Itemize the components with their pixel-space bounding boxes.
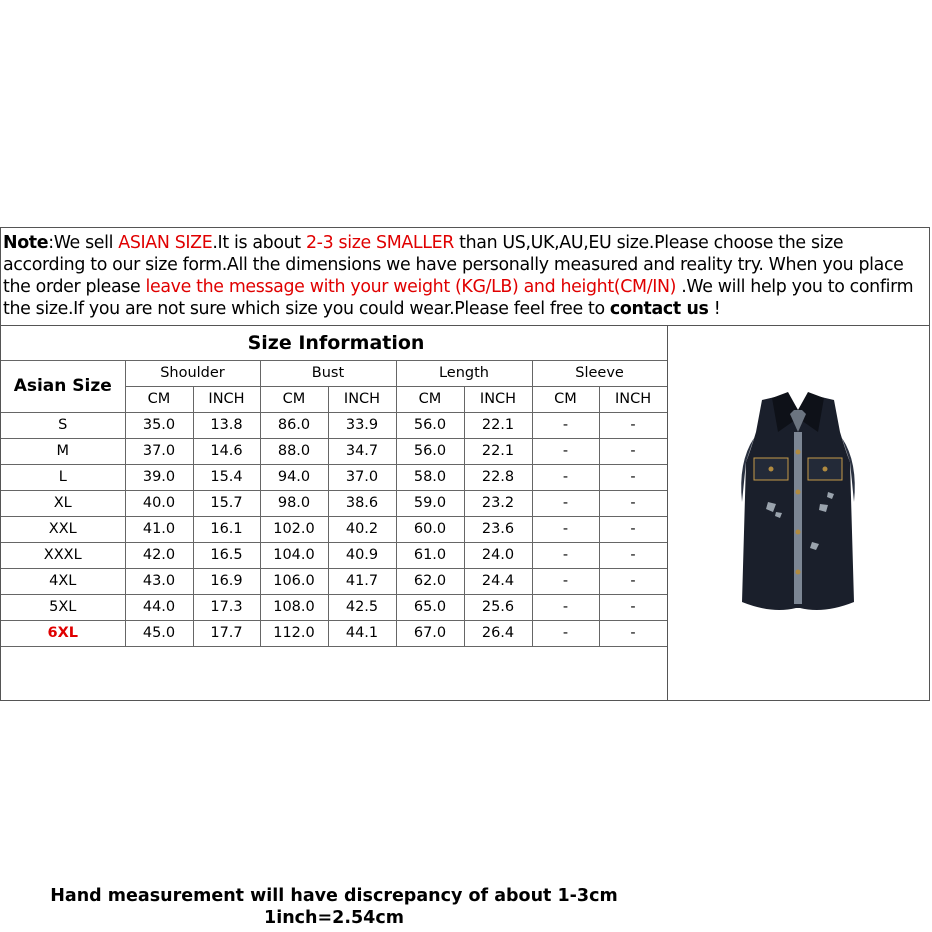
measurement-cell: 16.5 <box>193 542 260 568</box>
measurement-cell: 41.7 <box>328 568 396 594</box>
size-table <box>1 326 668 647</box>
denim-vest-image <box>728 392 868 614</box>
measurement-cell: 38.6 <box>328 490 396 516</box>
measurement-cell: 98.0 <box>260 490 328 516</box>
measurement-cell: 62.0 <box>396 568 464 594</box>
measurement-cell: 13.8 <box>193 412 260 438</box>
length-header: Length <box>396 360 532 386</box>
sleeve-header: Sleeve <box>532 360 667 386</box>
measurement-cell: 25.6 <box>464 594 532 620</box>
measurement-cell: - <box>532 568 599 594</box>
measurement-cell: 22.1 <box>464 412 532 438</box>
measurement-cell: 56.0 <box>396 438 464 464</box>
unit-header: CM <box>125 386 193 412</box>
measurement-cell: 24.0 <box>464 542 532 568</box>
table-row <box>1 412 667 438</box>
unit-header: INCH <box>599 386 667 412</box>
size-cell: S <box>1 412 125 438</box>
measurement-cell: - <box>599 490 667 516</box>
measurement-cell: 56.0 <box>396 412 464 438</box>
measurement-cell: 42.0 <box>125 542 193 568</box>
measurement-cell: 86.0 <box>260 412 328 438</box>
note-text: ! <box>708 299 721 319</box>
measurement-cell: - <box>532 594 599 620</box>
measurement-cell: - <box>599 412 667 438</box>
unit-header: CM <box>532 386 599 412</box>
table-row <box>1 568 667 594</box>
measurement-cell: - <box>532 516 599 542</box>
unit-header: CM <box>260 386 328 412</box>
measurement-cell: 61.0 <box>396 542 464 568</box>
size-note <box>1 228 929 326</box>
measurement-cell: - <box>599 516 667 542</box>
measurement-cell: 44.0 <box>125 594 193 620</box>
table-row <box>1 464 667 490</box>
measurement-cell: 17.3 <box>193 594 260 620</box>
measurement-cell: - <box>599 568 667 594</box>
measurement-cell: 37.0 <box>328 464 396 490</box>
shoulder-header: Shoulder <box>125 360 260 386</box>
measurement-cell: 40.0 <box>125 490 193 516</box>
table-title: Size Information <box>1 326 667 360</box>
size-cell: XXL <box>1 516 125 542</box>
table-row <box>1 594 667 620</box>
measurement-cell: - <box>532 542 599 568</box>
size-cell: 5XL <box>1 594 125 620</box>
measurement-cell: 16.9 <box>193 568 260 594</box>
size-cell: M <box>1 438 125 464</box>
measurement-cell: 23.6 <box>464 516 532 542</box>
unit-header: CM <box>396 386 464 412</box>
measurement-cell: 42.5 <box>328 594 396 620</box>
measurement-cell: 16.1 <box>193 516 260 542</box>
size-cell: 6XL <box>1 620 125 646</box>
measurement-cell: 41.0 <box>125 516 193 542</box>
measurement-cell: 65.0 <box>396 594 464 620</box>
product-image-cell <box>667 326 929 700</box>
note-text: than US,UK,AU,EU size.Please choose the size according to our size form.All the dimensions we have personally measured and reality try. When you place the order please <box>3 233 904 297</box>
measurement-cell: 35.0 <box>125 412 193 438</box>
table-row <box>1 620 667 646</box>
measurement-cell: 34.7 <box>328 438 396 464</box>
table-row <box>1 516 667 542</box>
measurement-cell: 45.0 <box>125 620 193 646</box>
measurement-cell: 88.0 <box>260 438 328 464</box>
measurement-cell: - <box>599 542 667 568</box>
measurement-cell: 37.0 <box>125 438 193 464</box>
note-smaller: 2-3 size SMALLER <box>305 233 454 253</box>
measurement-cell: 40.9 <box>328 542 396 568</box>
measurement-cell: 17.7 <box>193 620 260 646</box>
discrepancy-note: Hand measurement will have discrepancy of about 1-3cm <box>50 886 618 906</box>
measurement-cell: 106.0 <box>260 568 328 594</box>
table-row <box>1 542 667 568</box>
size-cell: 4XL <box>1 568 125 594</box>
measurement-cell: 33.9 <box>328 412 396 438</box>
measurement-cell: 15.4 <box>193 464 260 490</box>
bust-header: Bust <box>260 360 396 386</box>
size-cell: XL <box>1 490 125 516</box>
measurement-cell: 94.0 <box>260 464 328 490</box>
table-row <box>1 490 667 516</box>
note-leave-message: leave the message with your weight (KG/LB) and height(CM/IN) <box>145 277 677 297</box>
measurement-cell: - <box>599 620 667 646</box>
measurement-cell: 24.4 <box>464 568 532 594</box>
measurement-cell: 23.2 <box>464 490 532 516</box>
measurement-cell: 43.0 <box>125 568 193 594</box>
measurement-cell: 104.0 <box>260 542 328 568</box>
measurement-cell: 67.0 <box>396 620 464 646</box>
measurement-cell: - <box>599 594 667 620</box>
note-label: Note <box>3 233 49 253</box>
measurement-cell: - <box>532 412 599 438</box>
unit-header: INCH <box>328 386 396 412</box>
measurement-cell: 112.0 <box>260 620 328 646</box>
size-cell: XXXL <box>1 542 125 568</box>
size-chart <box>0 227 930 928</box>
measurement-cell: 60.0 <box>396 516 464 542</box>
note-text: .It is about <box>212 233 306 253</box>
measurement-cell: - <box>532 620 599 646</box>
measurement-cell: - <box>532 438 599 464</box>
size-cell: L <box>1 464 125 490</box>
table-row <box>1 438 667 464</box>
asian-size-header: Asian Size <box>1 360 125 412</box>
measurement-cell: 102.0 <box>260 516 328 542</box>
measurement-cell: 58.0 <box>396 464 464 490</box>
measurement-cell: 44.1 <box>328 620 396 646</box>
measurement-cell: - <box>532 464 599 490</box>
measurement-cell: - <box>532 490 599 516</box>
unit-header: INCH <box>464 386 532 412</box>
measurement-footer <box>1 885 667 929</box>
note-contact-us: contact us <box>609 299 709 319</box>
measurement-cell: - <box>599 438 667 464</box>
measurement-cell: - <box>599 464 667 490</box>
measurement-cell: 22.1 <box>464 438 532 464</box>
measurement-cell: 108.0 <box>260 594 328 620</box>
measurement-cell: 26.4 <box>464 620 532 646</box>
inch-conversion: 1inch=2.54cm <box>264 908 404 928</box>
measurement-cell: 39.0 <box>125 464 193 490</box>
measurement-cell: 15.7 <box>193 490 260 516</box>
measurement-cell: 22.8 <box>464 464 532 490</box>
measurement-cell: 40.2 <box>328 516 396 542</box>
note-text: .We will help you to confirm the size.If you are not sure which size you could wear.Please feel free to <box>3 277 914 319</box>
note-text: :We sell <box>48 233 119 253</box>
measurement-cell: 14.6 <box>193 438 260 464</box>
measurement-cell: 59.0 <box>396 490 464 516</box>
note-asian-size: ASIAN SIZE <box>118 233 213 253</box>
unit-header: INCH <box>193 386 260 412</box>
